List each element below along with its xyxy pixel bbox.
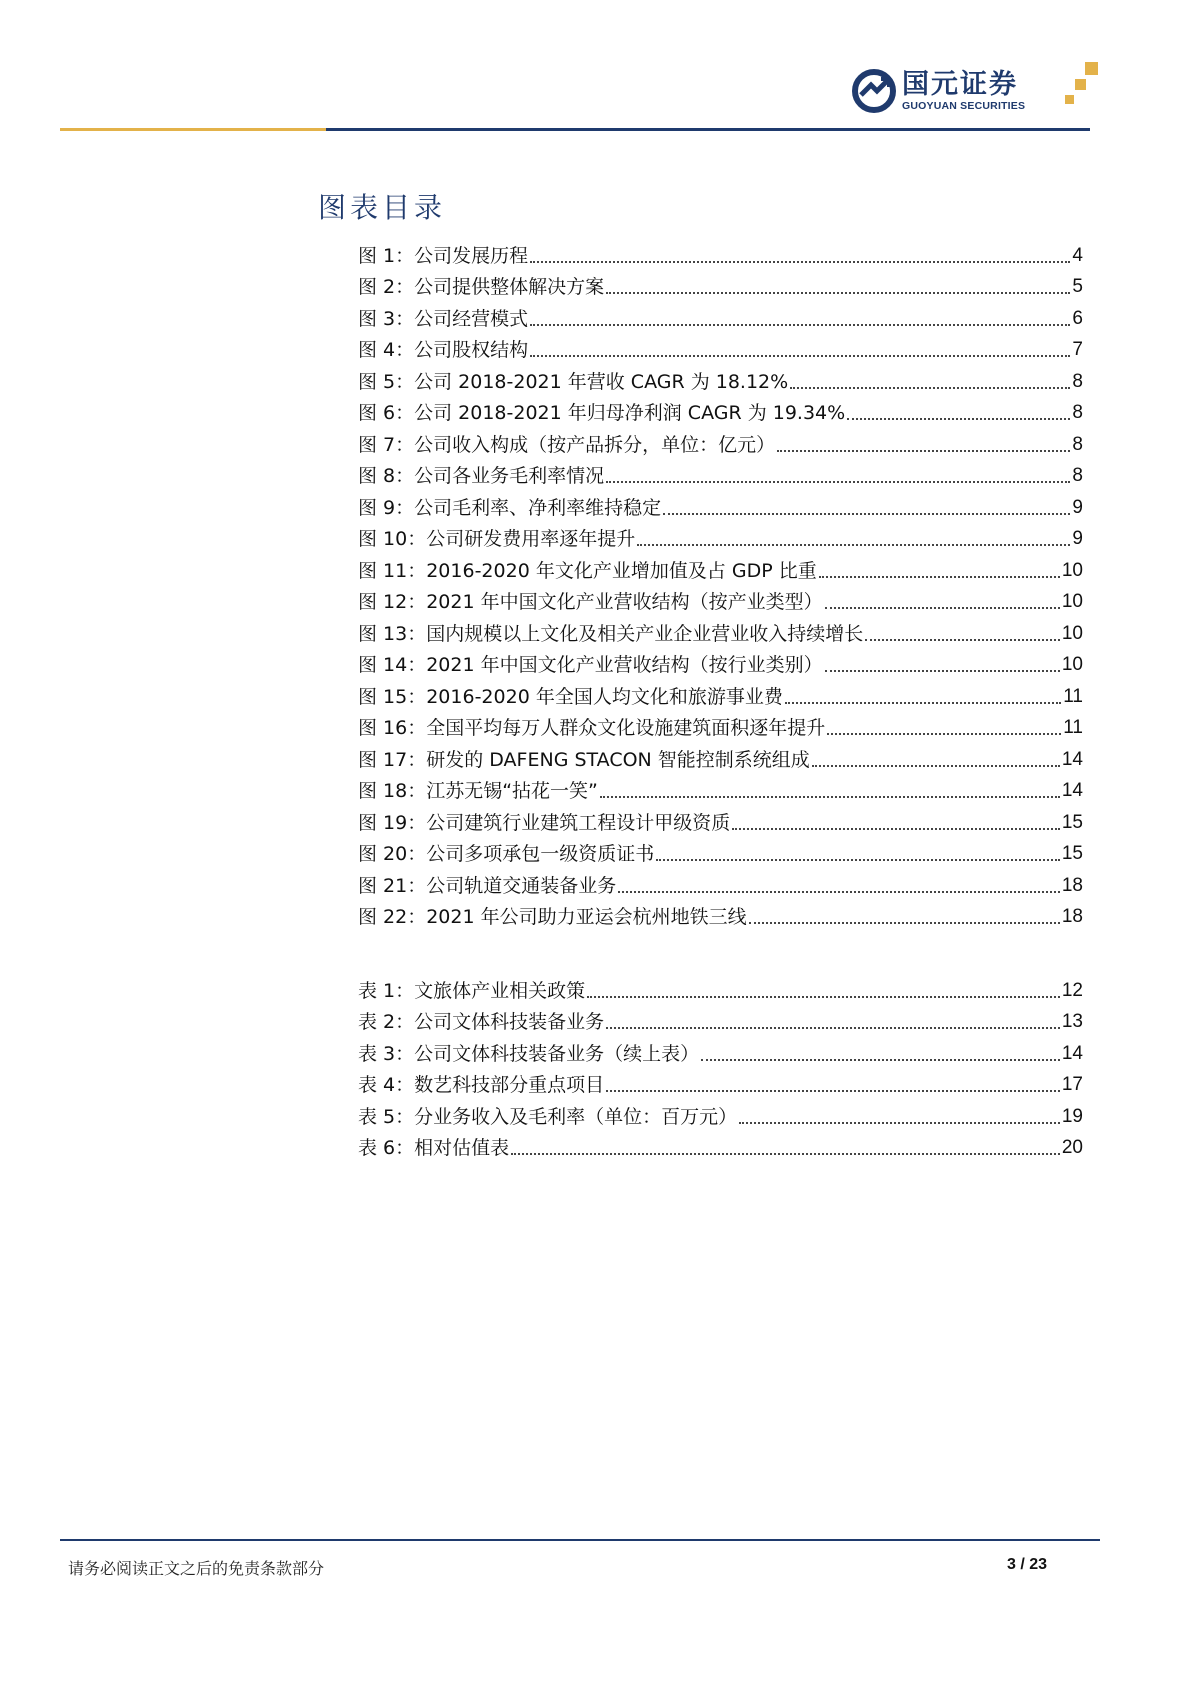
toc-entry-page: 14 bbox=[1061, 1042, 1083, 1064]
toc-entry-page: 9 bbox=[1072, 528, 1083, 549]
dot-leader bbox=[530, 241, 1070, 263]
toc-entry-page: 5 bbox=[1072, 276, 1083, 297]
toc-entry-page: 19 bbox=[1061, 1105, 1083, 1127]
toc-entry[interactable] bbox=[358, 803, 1083, 835]
toc-entry-page: 11 bbox=[1063, 685, 1083, 707]
toc-entry[interactable] bbox=[358, 394, 1083, 426]
guoyuan-logo-icon bbox=[852, 69, 896, 113]
dot-leader bbox=[606, 461, 1070, 483]
toc-entry-page: 14 bbox=[1061, 780, 1083, 801]
toc-entry-page: 15 bbox=[1061, 843, 1083, 864]
dot-leader bbox=[847, 398, 1070, 420]
toc-entry-label: 图 12：2021 年中国文化产业营收结构（按产业类型） bbox=[358, 591, 823, 613]
toc-entry-page: 7 bbox=[1072, 339, 1083, 360]
company-logo bbox=[852, 68, 1025, 114]
toc-entry-page: 18 bbox=[1061, 874, 1083, 896]
toc-entry-label: 图 4：公司股权结构 bbox=[358, 339, 529, 361]
toc-entry-label: 图 21：公司轨道交通装备业务 bbox=[358, 874, 617, 897]
toc-entry-page: 6 bbox=[1072, 307, 1083, 329]
toc-entry-label: 表 5：分业务收入及毛利率（单位：百万元） bbox=[358, 1105, 738, 1128]
toc-entry[interactable] bbox=[358, 772, 1083, 804]
dot-leader bbox=[865, 619, 1060, 641]
toc-entry[interactable] bbox=[358, 299, 1083, 331]
toc-entry[interactable] bbox=[358, 1129, 1083, 1161]
toc-entry-page: 8 bbox=[1072, 402, 1083, 423]
toc-entry[interactable] bbox=[358, 614, 1083, 646]
toc-entry-page: 8 bbox=[1072, 433, 1083, 455]
toc-entry[interactable] bbox=[358, 740, 1083, 772]
toc-entry-label: 表 4：数艺科技部分重点项目 bbox=[358, 1074, 605, 1096]
dot-leader bbox=[732, 808, 1060, 830]
toc-entry[interactable] bbox=[358, 520, 1083, 552]
toc-entry-page: 8 bbox=[1072, 370, 1083, 392]
dot-leader bbox=[777, 430, 1070, 452]
logo-squares-icon bbox=[1063, 62, 1103, 112]
toc-entry-page: 12 bbox=[1061, 979, 1083, 1001]
page-number: 3 / 23 bbox=[1007, 1556, 1048, 1573]
toc-entry-page: 17 bbox=[1061, 1074, 1083, 1095]
toc-entry-label: 图 20：公司多项承包一级资质证书 bbox=[358, 843, 655, 865]
toc-entry-label: 图 19：公司建筑行业建筑工程设计甲级资质 bbox=[358, 811, 731, 834]
toc-entry-page: 4 bbox=[1072, 244, 1083, 266]
toc-entry[interactable] bbox=[358, 457, 1083, 489]
toc-entry-label: 表 1：文旅体产业相关政策 bbox=[358, 979, 586, 1002]
dot-leader bbox=[812, 745, 1060, 767]
toc-entry-label: 图 9：公司毛利率、净利率维持稳定 bbox=[358, 496, 662, 519]
toc-entry-page: 20 bbox=[1061, 1137, 1083, 1158]
toc-entry[interactable] bbox=[358, 1034, 1083, 1066]
toc-entry-label: 图 2：公司提供整体解决方案 bbox=[358, 276, 605, 298]
toc-entry[interactable] bbox=[358, 425, 1083, 457]
dot-leader bbox=[656, 839, 1060, 861]
toc-entry[interactable] bbox=[358, 646, 1083, 678]
toc-entry-page: 9 bbox=[1072, 496, 1083, 518]
toc-entry-page: 10 bbox=[1061, 654, 1083, 675]
toc-entry-page: 18 bbox=[1061, 906, 1083, 927]
dot-leader bbox=[606, 272, 1070, 294]
dot-leader bbox=[587, 976, 1060, 998]
toc-entry[interactable] bbox=[358, 551, 1083, 583]
toc-entry[interactable] bbox=[358, 1066, 1083, 1098]
toc-entry[interactable] bbox=[358, 971, 1083, 1003]
toc-entry-page: 8 bbox=[1072, 465, 1083, 486]
toc-title: 图表目录 bbox=[318, 191, 447, 224]
toc-entry-label: 图 11：2016-2020 年文化产业增加值及占 GDP 比重 bbox=[358, 559, 817, 582]
toc-entry-label: 图 16：全国平均每万人群众文化设施建筑面积逐年提升 bbox=[358, 717, 826, 739]
dot-leader bbox=[600, 776, 1060, 798]
toc-entry-label: 图 7：公司收入构成（按产品拆分，单位：亿元） bbox=[358, 433, 776, 456]
toc-entry[interactable] bbox=[358, 488, 1083, 520]
footer-divider bbox=[60, 1539, 1100, 1541]
toc-entry[interactable] bbox=[358, 866, 1083, 898]
toc-entry[interactable] bbox=[358, 1097, 1083, 1129]
dot-leader bbox=[637, 524, 1070, 546]
toc-entry[interactable] bbox=[358, 835, 1083, 867]
dot-leader bbox=[530, 304, 1070, 326]
figure-list bbox=[358, 236, 1083, 929]
toc-entry-label: 图 22：2021 年公司助力亚运会杭州地铁三线 bbox=[358, 906, 747, 928]
toc-entry[interactable] bbox=[358, 236, 1083, 268]
toc-entry-label: 表 6：相对估值表 bbox=[358, 1137, 510, 1159]
toc-entry-label: 图 1：公司发展历程 bbox=[358, 244, 529, 267]
toc-entry-label: 图 14：2021 年中国文化产业营收结构（按行业类别） bbox=[358, 654, 823, 676]
dot-leader bbox=[606, 1007, 1060, 1029]
toc-entry-page: 13 bbox=[1061, 1011, 1083, 1032]
toc-entry-page: 11 bbox=[1063, 717, 1083, 738]
toc-entry-label: 图 18：江苏无锡“拈花一笑” bbox=[358, 780, 598, 802]
toc-entry-page: 10 bbox=[1061, 591, 1083, 612]
dot-leader bbox=[825, 587, 1060, 609]
toc-entry-page: 10 bbox=[1061, 622, 1083, 644]
toc-entry-label: 图 6：公司 2018-2021 年归母净利润 CAGR 为 19.34% bbox=[358, 402, 846, 424]
dot-leader bbox=[819, 556, 1060, 578]
logo-english-name: GUOYUAN SECURITIES bbox=[902, 99, 1026, 112]
toc-entry[interactable] bbox=[358, 268, 1083, 300]
toc-entry-label: 表 3：公司文体科技装备业务（续上表） bbox=[358, 1042, 700, 1065]
toc-entry[interactable] bbox=[358, 677, 1083, 709]
toc-entry[interactable] bbox=[358, 583, 1083, 615]
dot-leader bbox=[785, 682, 1061, 704]
toc-entry-label: 图 15：2016-2020 年全国人均文化和旅游事业费 bbox=[358, 685, 783, 708]
dot-leader bbox=[739, 1102, 1060, 1124]
dot-leader bbox=[663, 493, 1070, 515]
toc-entry[interactable] bbox=[358, 709, 1083, 741]
toc-entry-label: 图 17：研发的 DAFENG STACON 智能控制系统组成 bbox=[358, 748, 810, 771]
dot-leader bbox=[530, 335, 1070, 357]
toc-entry[interactable] bbox=[358, 898, 1083, 930]
dot-leader bbox=[618, 871, 1060, 893]
logo-chinese-name: 国元证券 bbox=[902, 68, 1018, 100]
toc-entry[interactable] bbox=[358, 1003, 1083, 1035]
toc-entry-page: 10 bbox=[1061, 559, 1083, 581]
dot-leader bbox=[827, 713, 1061, 735]
header-divider bbox=[60, 128, 1090, 131]
toc-entry-label: 图 3：公司经营模式 bbox=[358, 307, 529, 330]
table-list bbox=[358, 971, 1083, 1160]
dot-leader bbox=[749, 902, 1060, 924]
toc-entry-label: 图 5：公司 2018-2021 年营收 CAGR 为 18.12% bbox=[358, 370, 789, 393]
toc-entry-page: 14 bbox=[1061, 748, 1083, 770]
dot-leader bbox=[701, 1039, 1060, 1061]
toc-entry[interactable] bbox=[358, 331, 1083, 363]
dot-leader bbox=[511, 1133, 1060, 1155]
toc-entry-label: 图 13：国内规模以上文化及相关产业企业营业收入持续增长 bbox=[358, 622, 864, 645]
dot-leader bbox=[790, 367, 1070, 389]
toc-entry-label: 图 10：公司研发费用率逐年提升 bbox=[358, 528, 636, 550]
dot-leader bbox=[825, 650, 1060, 672]
footer-disclaimer: 请务必阅读正文之后的免责条款部分 bbox=[68, 1559, 325, 1578]
toc-entry[interactable] bbox=[358, 362, 1083, 394]
toc-entry-label: 表 2：公司文体科技装备业务 bbox=[358, 1011, 605, 1033]
toc-entry-label: 图 8：公司各业务毛利率情况 bbox=[358, 465, 605, 487]
toc-entry-page: 15 bbox=[1061, 811, 1083, 833]
dot-leader bbox=[606, 1070, 1060, 1092]
